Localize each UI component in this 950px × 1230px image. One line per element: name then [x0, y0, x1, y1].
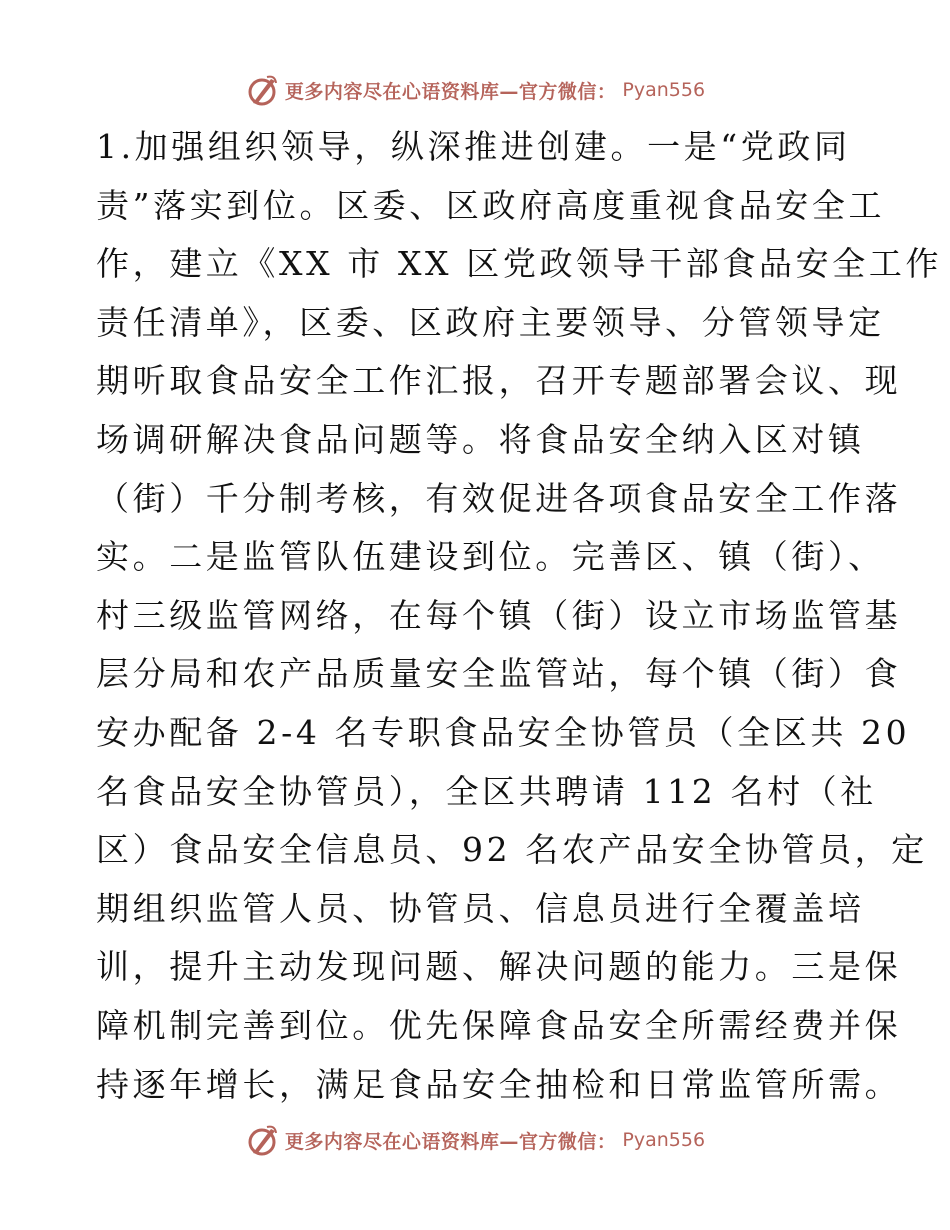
text-line: 期组织监管人员、协管员、信息员进行全覆盖培: [96, 888, 865, 928]
text-line: 持逐年增长，满足食品安全抽检和日常监管所需。: [96, 1064, 902, 1104]
text-line: 责”落实到位。区委、区政府高度重视食品安全工: [96, 185, 886, 225]
text-line: 安办配备 2-4 名专职食品安全协管员（全区共 20: [96, 712, 911, 752]
text-line: 层分局和农产品质量安全监管站，每个镇（街）食: [96, 654, 902, 694]
text-line: 训，提升主动发现问题、解决问题的能力。三是保: [96, 947, 902, 987]
watermark-wechat-id: Pyan556: [622, 1129, 706, 1151]
watermark-wechat-id: Pyan556: [622, 79, 706, 101]
text-line: 障机制完善到位。优先保障食品安全所需经费并保: [96, 1005, 902, 1045]
text-line: 区）食品安全信息员、92 名农产品安全协管员，定: [96, 830, 928, 870]
text-line: 场调研解决食品问题等。将食品安全纳入区对镇: [96, 419, 865, 459]
quill-logo-icon: [245, 73, 279, 107]
watermark-text: 更多内容尽在心语资料库—官方微信：: [284, 1130, 617, 1153]
text-line: 1.加强组织领导，纵深推进创建。一是“党政同: [96, 127, 851, 166]
text-line: 实。二是监管队伍建设到位。完善区、镇（街）、: [96, 537, 885, 577]
text-line: 作，建立《XX 市 XX 区党政领导干部食品安全工作: [96, 244, 943, 284]
text-line: 期听取食品安全工作汇报，召开专题部署会议、现: [96, 361, 902, 401]
watermark-text: 更多内容尽在心语资料库—官方微信：: [284, 80, 617, 103]
footer-watermark: [0, 1120, 950, 1160]
text-line: 名食品安全协管员），全区共聘请 112 名村（社: [96, 771, 877, 811]
text-line: （街）千分制考核，有效促进各项食品安全工作落: [96, 478, 902, 518]
header-watermark: [0, 70, 950, 110]
text-line: 责任清单》，区委、区政府主要领导、分管领导定: [96, 302, 885, 342]
quill-logo-icon: [245, 1123, 279, 1157]
document-body: [96, 118, 943, 1114]
text-line: 村三级监管网络，在每个镇（街）设立市场监管基: [96, 595, 902, 635]
